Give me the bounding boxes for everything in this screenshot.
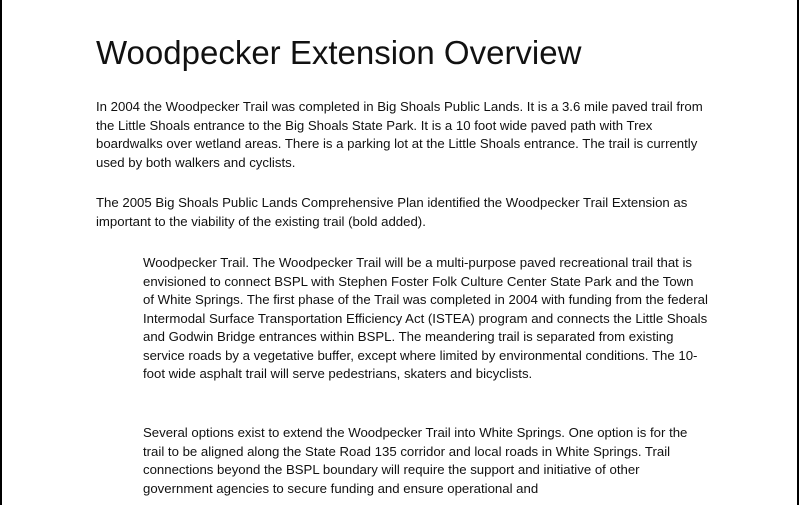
document-title: Woodpecker Extension Overview <box>96 34 582 71</box>
page-left-border <box>0 0 2 505</box>
plan-paragraph: The 2005 Big Shoals Public Lands Comprehensive Plan identified the Woodpecker Trail Extension as important to the viability of the existing trail (bold added). <box>96 195 688 229</box>
page-right-border <box>797 0 799 505</box>
block-quote-paragraph: Woodpecker Trail. The Woodpecker Trail will be a multi-purpose paved recreational trail that is envisioned to connect BSPL with Stephen Foster Folk Culture Center State Park and the Town of White Springs. The first phase of the Trail was completed in 2004 with funding from the federal Intermodal Surface Transportation Efficiency Act (ISTEA) program and connects the Little Shoals and Godwin Bridge entrances within BSPL. The meandering trail is separated from existing service roads by a vegetative buffer, except where limited by environmental conditions. The 10-foot wide asphalt trail will serve pedestrians, skaters and bicyclists. <box>143 255 708 381</box>
block-quote-paragraph: Several options exist to extend the Woodpecker Trail into White Springs. One option is for the trail to be aligned along the State Road 135 corridor and local roads in White Springs. Trail connections beyond the BSPL boundary will require the support and initiative of other government agencies to secure funding and ensure operational and <box>143 425 688 496</box>
intro-paragraph: In 2004 the Woodpecker Trail was completed in Big Shoals Public Lands. It is a 3.6 mile paved trail from the Little Shoals entrance to the Big Shoals State Park. It is a 10 foot wide paved path with Trex boardwalks over wetland areas. There is a parking lot at the Little Shoals entrance. The trail is currently used by both walkers and cyclists. <box>96 99 703 170</box>
